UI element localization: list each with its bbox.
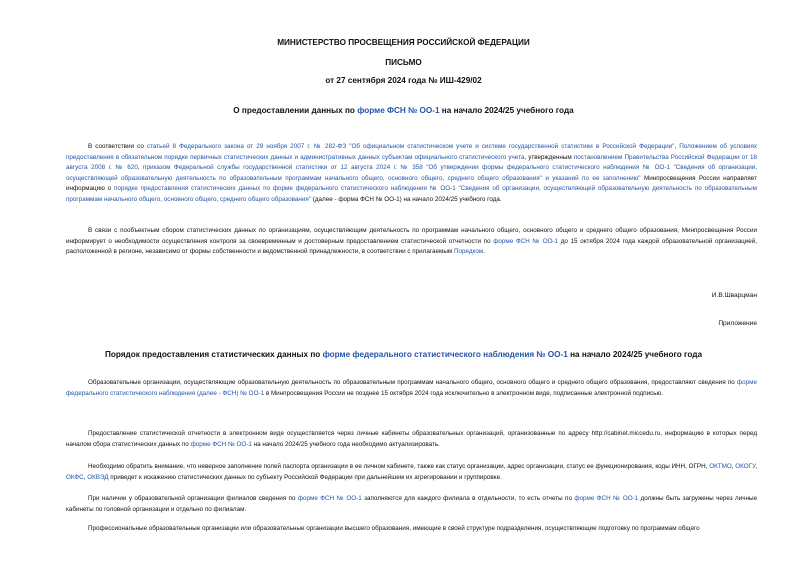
subject-text: О предоставлении данных по (233, 106, 358, 115)
text: Порядок предоставления статистических данных по (105, 350, 323, 359)
appendix-title (0, 350, 807, 359)
appendix-paragraph-2 (66, 429, 757, 450)
appendix-label: Приложение (718, 320, 757, 327)
order-link[interactable]: приказом Федеральной службы государственной статистики от 12 августа 2024 г. № 358 "Об утверждении формы федерального статистического наблюдения № ОО-1 "Сведения об организации, осуществляющей образовательную деятельность по образовательным программам начального общего, основного общего, среднего общего образования" и указаний по ее заполнению" (66, 164, 757, 182)
appendix-paragraph-4 (66, 494, 757, 515)
regulation-link[interactable]: Положением об условиях предоставления в обязательном порядке первичных статистических данных и административных данных субъектам официального статистического учета (66, 143, 758, 161)
text: на начало 2024/25 учебного года (567, 350, 702, 359)
text: . (483, 248, 485, 256)
form-link[interactable]: форме федерального статистического наблюдения (далее - ФСН) № ОО-1 (66, 379, 757, 397)
text: В связи с пообъектным сбором статистических данных по организациям, осуществляющим деятельность по программам начального общего, основного общего и среднего общего образования, Минпросвещения России информирует о необходимости осуществления контроля за своевременным и достоверным предоставлением статистической отчетности по (66, 227, 757, 245)
text: Образовательные организации, осуществляющие образовательную деятельность по образовательным программам начального общего, основного общего и среднего общего образования, предоставляют сведения по (88, 379, 737, 386)
text: В соответствии со (88, 143, 147, 150)
decree-link[interactable]: постановлением Правительства Российской Федерации от 18 августа 2008 г. № 620 (66, 153, 758, 172)
form-link[interactable]: форме ФСН № ОО-1 (493, 237, 559, 245)
paragraph-2 (66, 226, 757, 258)
okogu-link[interactable]: ОКОГУ (735, 463, 756, 470)
text: в Минпросвещения России не позднее 15 октября 2024 года исключительно в электронном виде, подписанные электронной подписью. (264, 389, 663, 397)
oktmo-link[interactable]: ОКТМО (709, 463, 732, 470)
okfs-link[interactable]: ОКФС (66, 473, 84, 481)
appendix-paragraph-1 (66, 378, 757, 399)
text: Предоставление статистической отчетности в электронном виде осуществляется через личные кабинеты образовательных организаций, организованные по адресу http://cabinet.miccedu.ru, информацию в которых перед началом сбора статистических данных по (66, 430, 757, 448)
form-link[interactable]: форме ФСН № ОО-1 (574, 495, 639, 502)
procedure-link[interactable]: Порядком (453, 248, 484, 256)
subject-link[interactable]: форме ФСН № ОО-1 (357, 106, 440, 115)
appendix-paragraph-3 (66, 462, 757, 483)
subject-text-end: на начало 2024/25 учебного года (439, 106, 574, 115)
text: приведет к искажению статистических данных по субъекту Российской Федерации при дальнейшем их агрегировании и группировке. (108, 473, 502, 481)
text: При наличии у образовательной организации филиалов сведения по (88, 495, 298, 502)
text: , утвержденным (524, 153, 574, 161)
text: , (137, 164, 144, 172)
ministry-name: МИНИСТЕРСТВО ПРОСВЕЩЕНИЯ РОССИЙСКОЙ ФЕДЕРАЦИИ (277, 38, 530, 47)
law-link[interactable]: статьей 8 Федерального закона от 29 ноября 2007 г. № 282-ФЗ "Об официальном статистическом учете и системе государственной статистики в Российской Федерации" (146, 143, 675, 150)
paragraph-1 (66, 142, 757, 206)
form-link[interactable]: форме ФСН № ОО-1 (190, 440, 252, 448)
text: (далее - форма ФСН № ОО-1) на начало 2024/25 учебного года. (311, 195, 502, 203)
text: до 15 октября 2024 года каждой образовательной организацией, расположенной в регионе, независимо от формы собственности и ведомственной принадлежности, в соответствии с прилагаемым (66, 237, 757, 256)
text: , (731, 463, 736, 470)
document-subject (0, 106, 807, 115)
text: на начало 2024/25 учебного года необходимо актуализировать. (251, 440, 440, 448)
form-link[interactable]: форме федерального статистического наблюдения № ОО-1 (322, 350, 568, 359)
text: Необходимо обратить внимание, что неверное заполнение полей паспорта организации в ее личном кабинете, также как статус организации, адрес организации, статус ее функционирования, коды ИНН, ОГРН, (88, 463, 710, 470)
document-type: ПИСЬМО (385, 58, 422, 67)
text: должны быть загружены через личные кабинеты по головной организации и отдельно по филиалам. (66, 495, 757, 513)
text: , (755, 463, 757, 470)
text: , (674, 143, 680, 150)
form-link[interactable]: форме ФСН № ОО-1 (297, 495, 362, 502)
signature: И.В.Шварцман (711, 292, 757, 299)
text: заполняются для каждого филиала в отдельности, то есть отчеты по (361, 495, 575, 502)
document-date: от 27 сентября 2024 года № ИШ-429/02 (325, 76, 482, 85)
appendix-paragraph-5 (66, 524, 757, 535)
text: Профессиональные образовательные организации или образовательные организации высшего образования, имеющие в своей структуре подразделения, осуществляющие подготовку по программам общего (88, 525, 700, 532)
procedure-link[interactable]: порядке предоставления статистических данных по форме федерального статистического наблюдения № ОО-1 "Сведения об организации, осуществляющей образовательную деятельность по образовательным программам начального общего, основного общего, среднего общего образования" (66, 185, 757, 203)
text: , (83, 473, 88, 481)
okved-link[interactable]: ОКВЭД (87, 473, 109, 481)
text: Минпросвещения России направляет информацию о (66, 174, 757, 193)
